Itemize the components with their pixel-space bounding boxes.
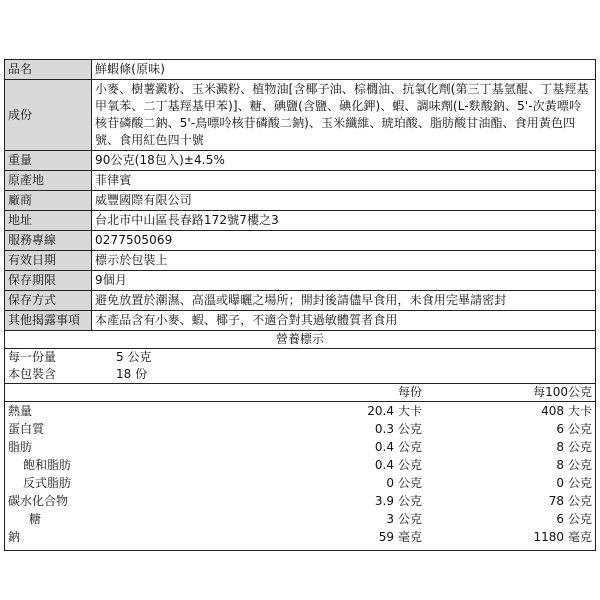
info-key: 重量 [5,151,92,171]
per-serving-cell [265,402,425,420]
info-row [5,211,595,231]
nutrient-name: 糖 [29,512,42,526]
info-value: 9個月 [92,271,596,291]
per-serving-cell [265,438,425,456]
nutrition-row [5,402,595,420]
per-serving-cell [265,528,425,546]
info-row [5,231,595,251]
product-info-table [5,60,595,331]
per-serving-value: 3.9 [374,494,394,508]
per-100g-unit: 公克 [567,440,592,454]
info-value: 90公克(18包入)±4.5% [92,151,596,171]
per-100g-cell [425,402,595,420]
per-serving-cell [265,492,425,510]
serving-size-line [8,349,592,366]
info-key: 保存期限 [5,271,92,291]
per-100g-value: 8 [556,458,564,472]
per-serving-unit: 毫克 [397,530,422,544]
nutrition-title: 營養標示 [5,331,595,349]
info-row [5,291,595,311]
per-100g-value: 0 [556,476,564,490]
nutrient-col-header [5,384,265,401]
info-value: 避免放置於潮濕、高溫或曝曬之場所；開封後請儘早食用，未食用完畢請密封 [92,291,596,311]
per-serving-value: 59 [378,530,394,544]
nutrient-name: 熱量 [8,404,33,418]
serving-size-value: 5 公克 [116,350,152,364]
info-key: 有效日期 [5,251,92,271]
per-100g-value: 408 [541,404,564,418]
info-key: 保存方式 [5,291,92,311]
info-row [5,311,595,331]
per-serving-unit: 公克 [397,512,422,526]
per-serving-cell [265,474,425,492]
per-serving-value: 20.4 [367,404,394,418]
info-key: 其他揭露事項 [5,311,92,331]
per-serving-unit: 公克 [397,458,422,472]
servings-label: 本包裝含 [8,367,57,381]
nutrient-name: 碳水化合物 [8,494,69,508]
info-value: 本產品含有小麥、蝦、椰子，不適合對其過敏體質者食用 [92,311,596,331]
per-serving-value: 0.3 [374,422,394,436]
nutrition-header [5,384,595,402]
serving-info [5,349,595,384]
nutrition-row [5,510,595,528]
per-serving-value: 0 [386,476,394,490]
info-value: 標示於包裝上 [92,251,596,271]
info-row [5,151,595,171]
info-key: 成份 [5,80,92,151]
nutrition-row [5,492,595,510]
nutrient-name: 反式脂肪 [23,476,72,490]
per-100g-unit: 大卡 [567,404,592,418]
per-100g-cell [425,528,595,546]
info-row [5,251,595,271]
nutrition-row [5,528,595,546]
per-serving-value: 0.4 [374,458,394,472]
per-100g-unit: 公克 [567,512,592,526]
per-serving-value: 3 [386,512,394,526]
info-key: 廠商 [5,191,92,211]
per-serving-unit: 公克 [397,422,422,436]
per-100g-unit: 公克 [567,494,592,508]
per-100g-cell [425,456,595,474]
info-value: 小麥、樹薯澱粉、玉米澱粉、植物油[含椰子油、棕櫚油、抗氧化劑(第三丁基氫醌、丁基羥基甲氧苯、二丁基羥基甲苯)]、糖、碘鹽(含鹽、碘化鉀)、蝦、調味劑(L-麩酸鈉、5'-次黃嘌呤核苷磷酸二鈉、5'-鳥嘌呤核苷磷酸二鈉)、玉米纖維、琥珀酸、脂肪酸甘油酯、食用黃色四號、食用紅色四十號 [92,80,596,151]
per-100g-header: 每100公克 [533,385,592,399]
per-100g-value: 6 [556,512,564,526]
nutrition-rows [5,402,595,550]
per-100g-unit: 公克 [567,458,592,472]
per-serving-unit: 公克 [397,476,422,490]
info-row [5,191,595,211]
per-serving-unit: 公克 [397,494,422,508]
nutrient-name: 蛋白質 [8,422,45,436]
per-100g-cell [425,492,595,510]
info-value: 威豐國際有限公司 [92,191,596,211]
per-100g-unit: 毫克 [567,530,592,544]
nutrient-name: 脂肪 [8,440,33,454]
info-key: 地址 [5,211,92,231]
nutrition-row [5,456,595,474]
per-100g-value: 1180 [533,530,564,544]
nutrition-row [5,474,595,492]
nutrient-name: 飽和脂肪 [23,458,72,472]
product-label [4,59,596,551]
per-serving-cell [265,420,425,438]
servings-line [8,366,592,383]
per-serving-unit: 公克 [397,440,422,454]
per-100g-value: 78 [548,494,564,508]
info-row [5,60,595,80]
per-serving-cell [265,456,425,474]
info-key: 服務專線 [5,231,92,251]
per-100g-value: 8 [556,440,564,454]
info-row [5,80,595,151]
per-100g-value: 6 [556,422,564,436]
info-value: 菲律賓 [92,171,596,191]
nutrient-name: 鈉 [8,530,21,544]
info-value: 鮮蝦條(原味) [92,60,596,80]
per-100g-cell [425,438,595,456]
info-row [5,271,595,291]
per-serving-value: 0.4 [374,440,394,454]
nutrition-row [5,420,595,438]
per-serving-unit: 大卡 [397,404,422,418]
info-value: 台北市中山區長春路172號7樓之3 [92,211,596,231]
info-row [5,171,595,191]
per-100g-unit: 公克 [567,422,592,436]
servings-value: 18 份 [116,367,148,381]
per-serving-cell [265,510,425,528]
per-100g-unit: 公克 [567,476,592,490]
serving-size-label: 每一份量 [8,350,57,364]
info-key: 原產地 [5,171,92,191]
per-100g-cell [425,510,595,528]
nutrition-row [5,438,595,456]
info-key: 品名 [5,60,92,80]
per-100g-cell [425,420,595,438]
info-value: 0277505069 [92,231,596,251]
per-serving-header: 每份 [397,385,422,399]
per-100g-cell [425,474,595,492]
